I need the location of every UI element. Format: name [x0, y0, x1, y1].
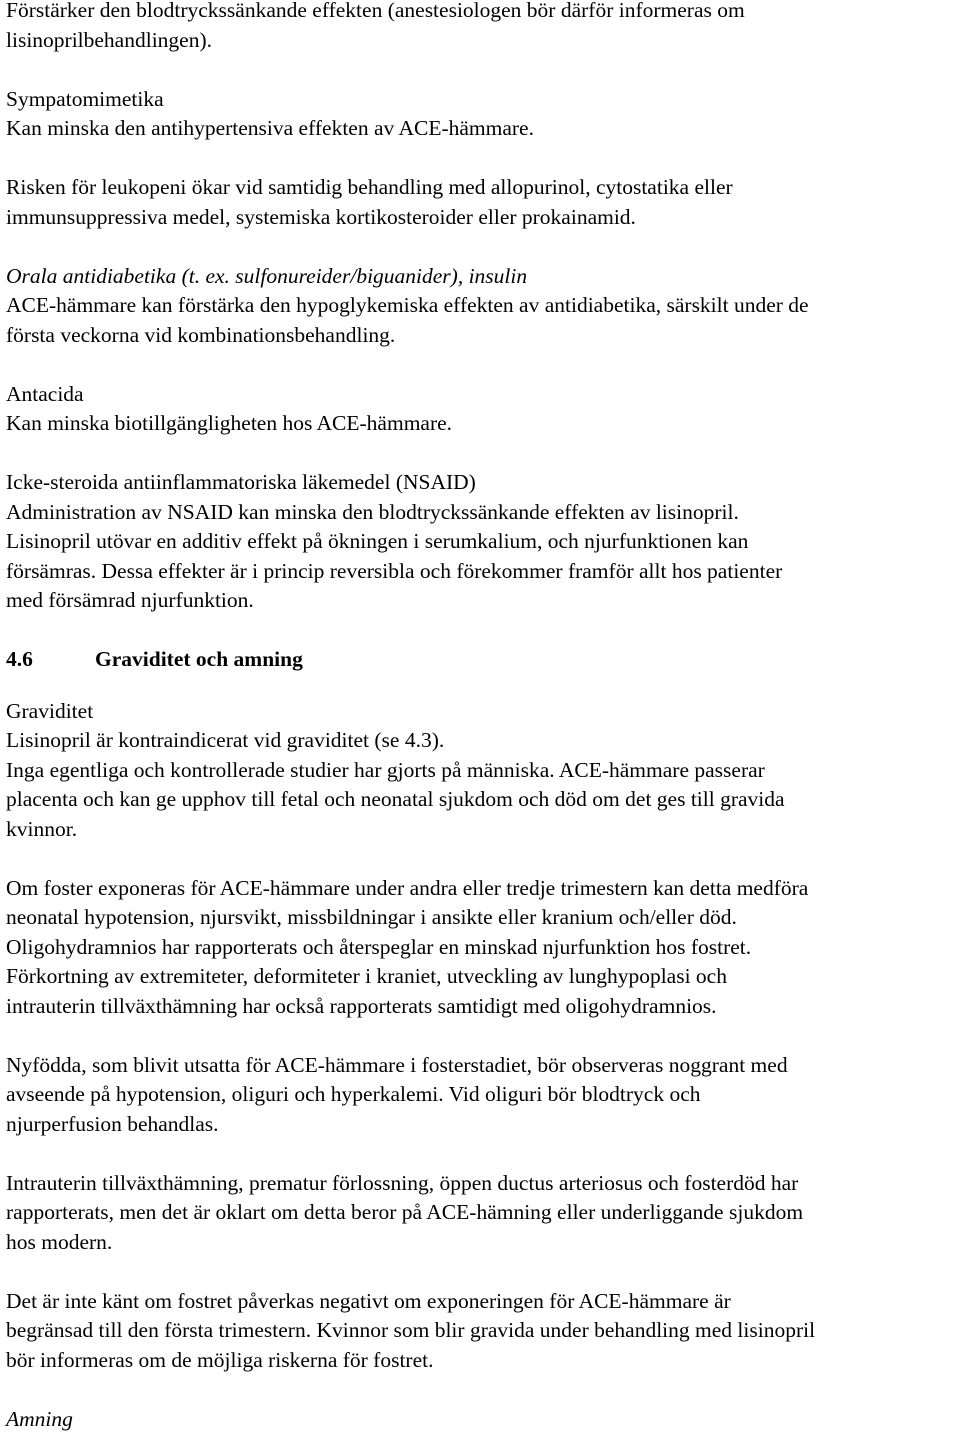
- text-line: försämras. Dessa effekter är i princip reversibla och förekommer framför allt hos patienter: [6, 557, 956, 587]
- section-number: 4.6: [6, 645, 95, 675]
- text-line: rapporterats, men det är oklart om detta beror på ACE-hämning eller underliggande sjukdom: [6, 1198, 956, 1228]
- graviditet-paragraph-2: [6, 874, 956, 1022]
- subheading-graviditet: Graviditet: [6, 697, 956, 727]
- sympatomimetika-section: [6, 85, 956, 144]
- subheading-sympatomimetika: Sympatomimetika: [6, 85, 956, 115]
- subheading-nsaid: Icke-steroida antiinflammatoriska läkemedel (NSAID): [6, 468, 956, 498]
- text-line: Förstärker den blodtryckssänkande effekten (anestesiologen bör därför informeras om: [6, 0, 956, 26]
- text-line: Inga egentliga och kontrollerade studier har gjorts på människa. ACE-hämmare passerar: [6, 756, 956, 786]
- section-title: Graviditet och amning: [95, 647, 303, 671]
- text-line: Kan minska biotillgängligheten hos ACE-hämmare.: [6, 409, 956, 439]
- text-line: Lisinopril är kontraindicerat vid graviditet (se 4.3).: [6, 726, 956, 756]
- text-line: Risken för leukopeni ökar vid samtidig behandling med allopurinol, cytostatika eller: [6, 173, 956, 203]
- text-line: avseende på hypotension, oliguri och hyperkalemi. Vid oliguri bör blodtryck och: [6, 1080, 956, 1110]
- nsaid-section: [6, 468, 956, 616]
- text-line: intrauterin tillväxthämning har också rapporterats samtidigt med oligohydramnios.: [6, 992, 956, 1022]
- text-line: immunsuppressiva medel, systemiska kortikosteroider eller prokainamid.: [6, 203, 956, 233]
- text-line: Förkortning av extremiteter, deformiteter i kraniet, utveckling av lunghypoplasi och: [6, 962, 956, 992]
- graviditet-paragraph-3: [6, 1051, 956, 1140]
- graviditet-paragraph-4: [6, 1169, 956, 1258]
- subheading-antidiabetika: Orala antidiabetika (t. ex. sulfonureider/biguanider), insulin: [6, 262, 956, 292]
- subheading-amning: Amning: [6, 1405, 956, 1434]
- text-line: begränsad till den första trimestern. Kvinnor som blir gravida under behandling med lisinopril: [6, 1316, 956, 1346]
- text-line: Nyfödda, som blivit utsatta för ACE-hämmare i fosterstadiet, bör observeras noggrant med: [6, 1051, 956, 1081]
- text-line: Lisinopril utövar en additiv effekt på ökningen i serumkalium, och njurfunktionen kan: [6, 527, 956, 557]
- intro-paragraph: [6, 0, 956, 55]
- text-line: första veckorna vid kombinationsbehandling.: [6, 321, 956, 351]
- graviditet-section: [6, 697, 956, 845]
- document-page: [6, 0, 956, 1434]
- section-heading-4-6: [6, 645, 956, 675]
- text-line: Kan minska den antihypertensiva effekten av ACE-hämmare.: [6, 114, 956, 144]
- text-line: neonatal hypotension, njursvikt, missbildningar i ansikte eller kranium och/eller död.: [6, 903, 956, 933]
- text-line: hos modern.: [6, 1228, 956, 1258]
- subheading-antacida: Antacida: [6, 380, 956, 410]
- text-line: Om foster exponeras för ACE-hämmare under andra eller tredje trimestern kan detta medföra: [6, 874, 956, 904]
- text-line: njurperfusion behandlas.: [6, 1110, 956, 1140]
- text-line: Det är inte känt om fostret påverkas negativt om exponeringen för ACE-hämmare är: [6, 1287, 956, 1317]
- leukopeni-paragraph: [6, 173, 956, 232]
- text-line: Intrauterin tillväxthämning, prematur förlossning, öppen ductus arteriosus och fosterdöd har: [6, 1169, 956, 1199]
- text-line: Administration av NSAID kan minska den blodtryckssänkande effekten av lisinopril.: [6, 498, 956, 528]
- graviditet-paragraph-5: [6, 1287, 956, 1376]
- text-line: placenta och kan ge upphov till fetal och neonatal sjukdom och död om det ges till gravida: [6, 785, 956, 815]
- antacida-section: [6, 380, 956, 439]
- text-line: Oligohydramnios har rapporterats och återspeglar en minskad njurfunktion hos fostret.: [6, 933, 956, 963]
- text-line: ACE-hämmare kan förstärka den hypoglykemiska effekten av antidiabetika, särskilt under de: [6, 291, 956, 321]
- antidiabetika-section: [6, 262, 956, 351]
- text-line: bör informeras om de möjliga riskerna för fostret.: [6, 1346, 956, 1376]
- text-line: lisinoprilbehandlingen).: [6, 26, 956, 56]
- text-line: med försämrad njurfunktion.: [6, 586, 956, 616]
- text-line: kvinnor.: [6, 815, 956, 845]
